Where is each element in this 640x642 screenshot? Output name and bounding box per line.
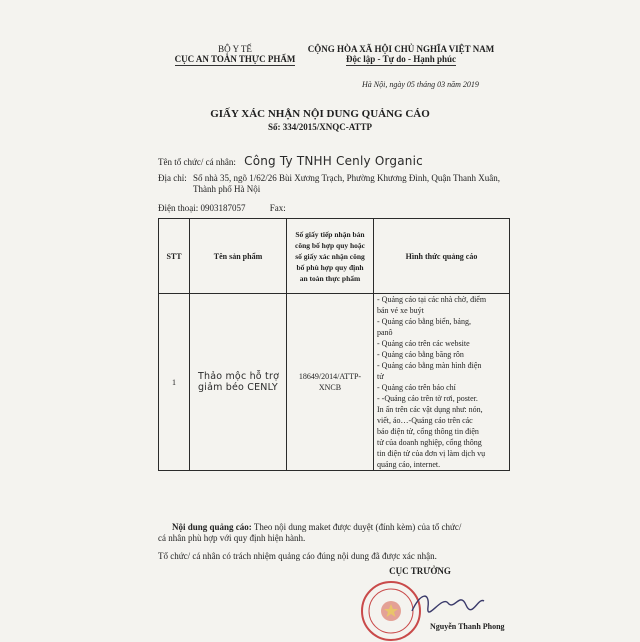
content-label: Nội dung quảng cáo: — [172, 522, 252, 532]
header-cert-line: an toàn thực phẩm — [299, 273, 361, 283]
row-product — [190, 294, 287, 471]
signature-icon — [408, 585, 488, 619]
document-number: Số: 334/2015/XNQC-ATTP — [267, 122, 373, 132]
row-cert-line: XNCB — [318, 383, 342, 392]
org-phone-label: Điện thoại: — [158, 203, 199, 213]
org-phone-value: 0903187057 — [200, 203, 246, 213]
org-address-label: Địa chỉ: — [158, 173, 187, 183]
org-address-line1: Số nhà 35, ngõ 1/62/26 Bùi Xương Trạch, Phường Khương Đình, Quận Thanh Xuân, — [193, 173, 500, 183]
forms-line: tử của doanh nghiệp, cổng thông — [377, 438, 482, 447]
national-motto-text: Độc lập - Tự do - Hạnh phúc — [345, 54, 456, 64]
org-name-row — [158, 154, 423, 168]
header-product: Tên sản phẩm — [190, 219, 287, 294]
forms-line: In ấn trên các vật dụng như: nón, — [377, 405, 483, 414]
forms-line: - Quảng cáo trên báo chí — [377, 383, 456, 392]
signer-name: Nguyễn Thanh Phong — [430, 622, 505, 631]
forms-line: tử — [377, 372, 384, 381]
header-stt: STT — [159, 219, 190, 294]
row-cert — [287, 294, 374, 471]
row-forms — [374, 294, 510, 471]
row-stt: 1 — [159, 294, 190, 471]
header-cert-line: Số giấy tiếp nhận bản — [295, 229, 365, 239]
content-text-2: cá nhân phù hợp với quy định hiện hành. — [158, 533, 306, 543]
forms-line: quảng cáo, internet. — [377, 460, 441, 469]
content-row — [172, 522, 461, 532]
forms-line: - Quảng cáo bằng biển, bảng, — [377, 317, 471, 326]
agency-name — [160, 54, 310, 66]
content-text: Theo nội dung maket được duyệt (đính kèm) của tổ chức/ — [253, 522, 462, 532]
header-cert-line: bố phù hợp quy định — [296, 262, 364, 272]
header-forms: Hình thức quảng cáo — [374, 219, 510, 294]
national-motto — [296, 54, 506, 66]
org-name-label: Tên tổ chức/ cá nhân: — [158, 157, 236, 167]
org-fax-label: Fax: — [269, 203, 286, 213]
row-cert-line: 18649/2014/ATTP- — [298, 372, 362, 381]
org-name-value: Công Ty TNHH Cenly Organic — [244, 154, 423, 168]
forms-line: panô — [377, 328, 393, 337]
forms-line: tin điện tử của đơn vị làm dịch vụ — [377, 449, 486, 458]
table-header-row — [159, 219, 510, 294]
org-address-row — [158, 173, 500, 183]
header-cert-line: số giấy xác nhận công — [295, 251, 365, 261]
document-title: GIẤY XÁC NHẬN NỘI DUNG QUẢNG CÁO — [210, 108, 430, 120]
row-product-line: giảm béo CENLY — [198, 382, 278, 393]
table-row — [159, 294, 510, 471]
row-product-line: Thảo mộc hỗ trợ — [198, 371, 280, 382]
ministry-name: BỘ Y TẾ — [218, 44, 252, 54]
responsibility-note: Tổ chức/ cá nhân có trách nhiệm quảng cáo đúng nội dung đã được xác nhận. — [158, 551, 437, 561]
header-cert — [287, 219, 374, 294]
advertisement-table — [158, 218, 510, 471]
director-title: CỤC TRƯỞNG — [389, 566, 451, 576]
forms-line: báo điện tử, cổng thông tin điện — [377, 427, 479, 436]
country-name: CỘNG HÒA XÃ HỘI CHỦ NGHĨA VIỆT NAM — [307, 44, 495, 54]
forms-line: - Quảng cáo tại các nhà chờ, điểm — [377, 295, 487, 304]
forms-line: bán vé xe buýt — [377, 306, 424, 315]
forms-line: - Quảng cáo bằng băng rôn — [377, 350, 464, 359]
forms-line: - -Quảng cáo trên tờ rơi, poster. — [377, 394, 478, 403]
agency-name-text: CỤC AN TOÀN THỰC PHẨM — [174, 54, 296, 64]
forms-line: viết, áo…-Quảng cáo trên các — [377, 416, 473, 425]
header-cert-line: công bố hợp quy hoặc — [294, 240, 365, 250]
forms-line: - Quảng cáo trên các website — [377, 339, 470, 348]
place-date: Hà Nội, ngày 05 tháng 03 năm 2019 — [362, 80, 479, 89]
org-phone-row — [158, 203, 286, 213]
org-address-line2: Thành phố Hà Nội — [193, 184, 261, 194]
forms-line: - Quảng cáo bằng màn hình điện — [377, 361, 482, 370]
